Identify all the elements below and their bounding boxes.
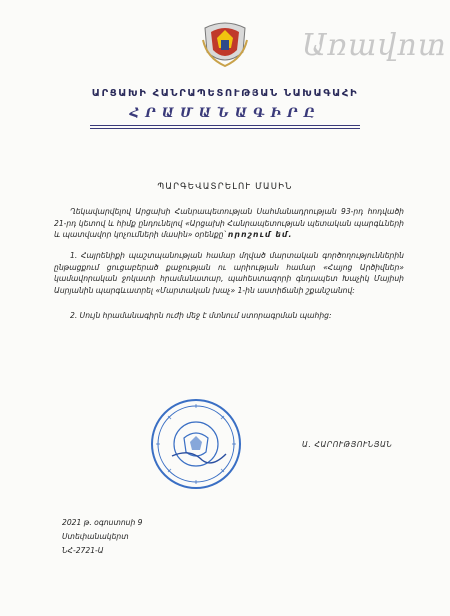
official-seal-stamp xyxy=(150,398,242,490)
signatory-name: Ա. ՀԱՐՈՒԹՅՈՒՆՅԱՆ xyxy=(302,440,393,449)
header-rule-top xyxy=(90,125,360,126)
decision-phrase: որոշում եմ. xyxy=(227,230,293,240)
coat-of-arms-emblem xyxy=(201,18,249,70)
decree-date: 2021 թ. օգոստոսի 9 xyxy=(62,518,143,527)
newspaper-watermark: Առավոտ xyxy=(302,28,447,63)
decree-item-2: 2. Սույն հրամանագիրն ուժի մեջ է մտնում ստորագրման պահից: xyxy=(70,311,332,320)
preamble-paragraph xyxy=(54,206,404,241)
issuing-organization: ԱՐՑԱԽԻ ՀԱՆՐԱՊԵՏՈՒԹՅԱՆ ՆԱԽԱԳԱՀԻ xyxy=(91,88,359,99)
decree-place: Ստեփանակերտ xyxy=(62,532,129,541)
decree-item-1: 1. Հայրենիքի պաշտպանության համար մղված մարտական գործողություններին ընթացքում ցուցաբերած քաջության ու արիության համար «Հայոց Արծիվներ» կամավորական ջոկատի հրամանատար, պահեստազորի գնդապետ Խաչիկ Մայիսի Ասրյանին պարգևատրել «Մարտական խաչ» 1-ին աստիճանի շքանշանով: xyxy=(54,251,404,295)
header-rule-bottom xyxy=(90,128,360,129)
decree-number: ՆՀ-2721-Ա xyxy=(62,546,104,555)
document-type-title: ՀՐԱՄԱՆԱԳԻՐԸ xyxy=(129,106,321,121)
preamble-text: Ղեկավարվելով Արցախի Հանրապետության Սահմանադրության 93-րդ հոդվածի 21-րդ կետով և հիմք ընդունելով «Արցախի Հանրապետության պետական պարգևների և պատվավոր կոչումների մասին» օրենքը՝ xyxy=(54,207,404,240)
decree-subject: ՊԱՐԳԵՎԱՏՐԵԼՈՒ ՄԱՍԻՆ xyxy=(157,182,293,192)
